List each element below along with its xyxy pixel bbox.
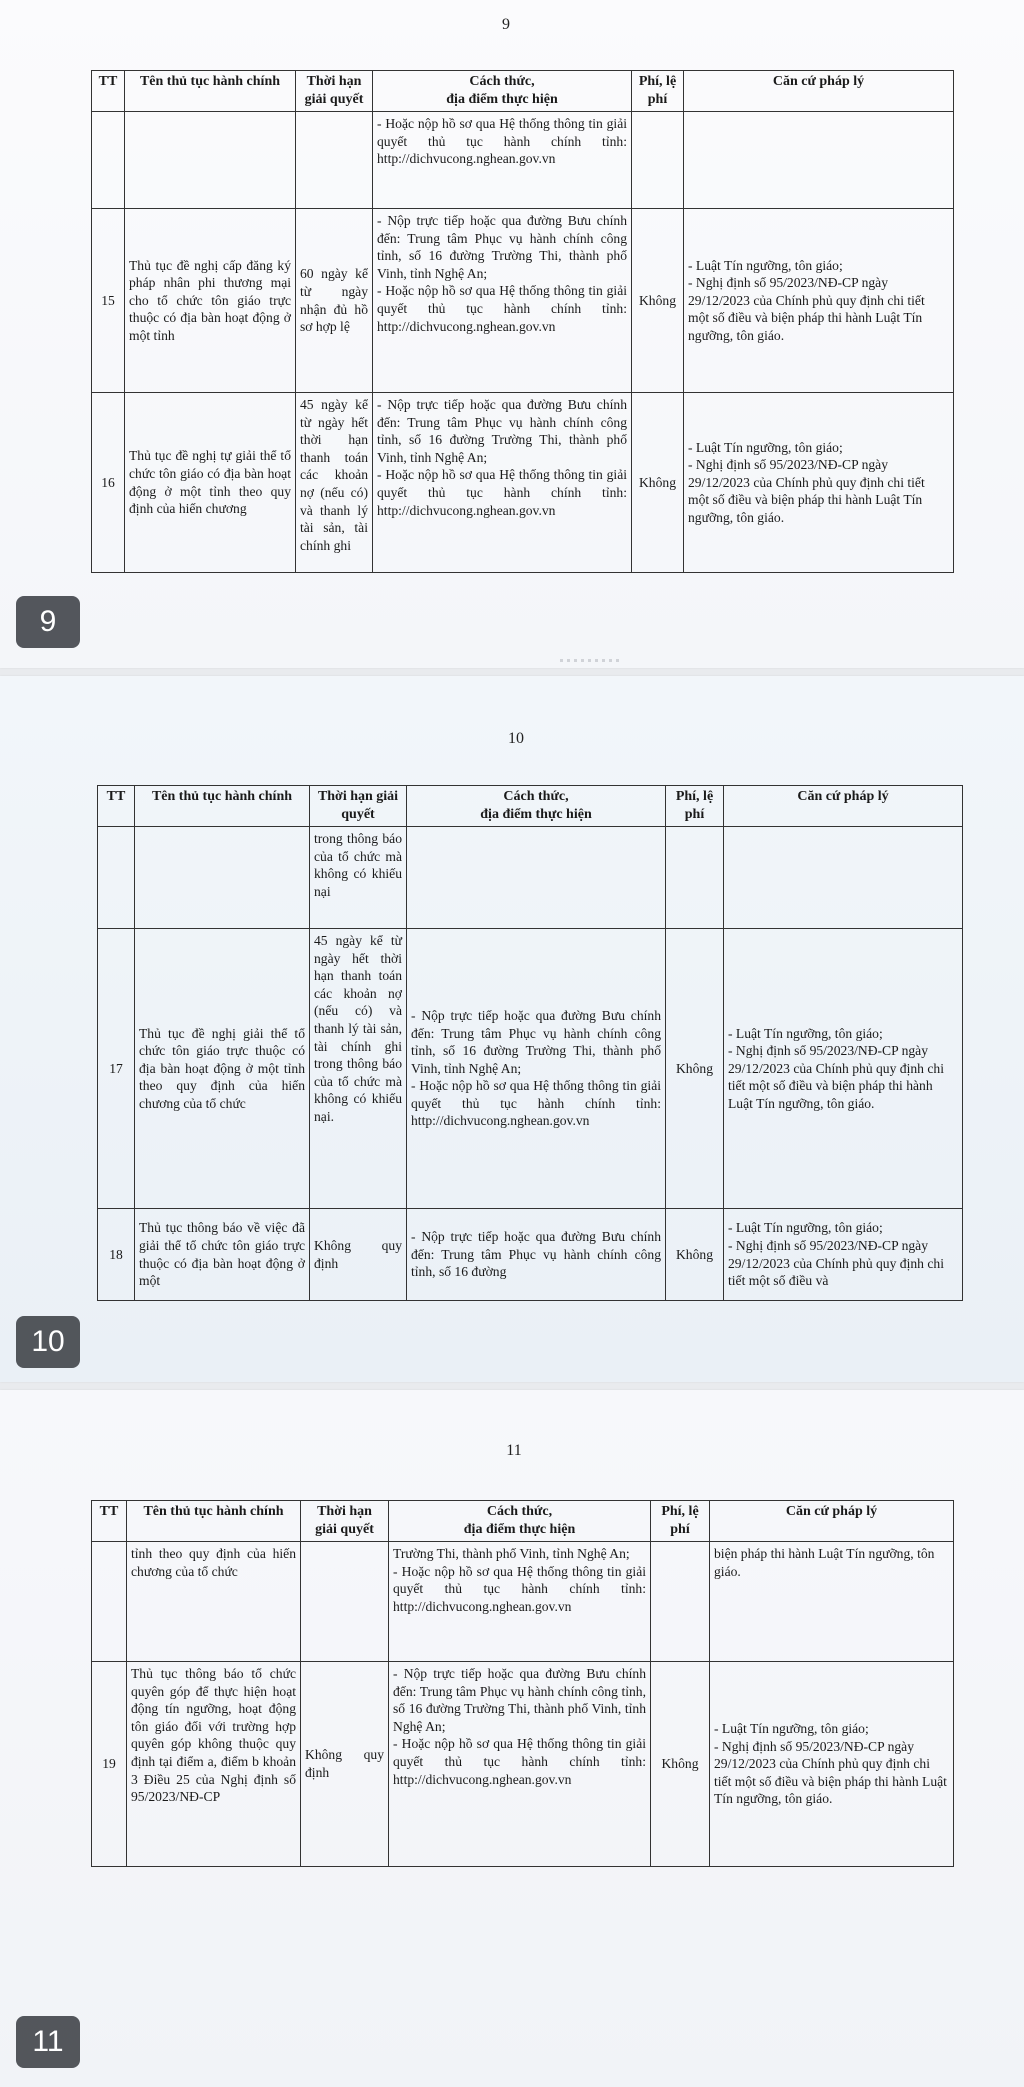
cell-fee <box>666 827 724 929</box>
header-method: Cách thức, địa điểm thực hiện <box>389 1501 651 1542</box>
page-number: 9 <box>502 16 510 33</box>
header-time: Thời hạn giải quyết <box>296 71 373 112</box>
cell-time <box>301 1542 389 1662</box>
cell-legal: - Luật Tín ngưỡng, tôn giáo; - Nghị định số 95/2023/NĐ-CP ngày 29/12/2023 của Chính phủ quy định chi tiết một số điều và <box>724 1209 963 1301</box>
cell-time: trong thông báo của tổ chức mà không có khiếu nại <box>310 827 407 929</box>
page-badge: 10 <box>16 1316 80 1368</box>
document-page-11 <box>0 1390 1024 2087</box>
procedure-table <box>97 785 963 1301</box>
cell-name: Thủ tục đề nghị tự giải thể tổ chức tôn giáo có địa bàn hoạt động ở một tỉnh theo quy định của hiến chương <box>125 393 296 573</box>
page-badge: 9 <box>16 596 80 648</box>
cell-method: - Hoặc nộp hồ sơ qua Hệ thống thông tin giải quyết thủ tục hành chính tỉnh: http://dichvucong.nghean.gov.vn <box>373 112 632 209</box>
table-row <box>92 1662 954 1867</box>
table-row <box>92 1542 954 1662</box>
header-name: Tên thủ tục hành chính <box>125 71 296 112</box>
cell-method <box>407 827 666 929</box>
header-tt: TT <box>92 71 125 112</box>
cell-fee <box>632 112 684 209</box>
cell-method: - Nộp trực tiếp hoặc qua đường Bưu chính đến: Trung tâm Phục vụ hành chính công tỉnh, số 16 đường Trường Thi, thành phố Vinh, tỉnh Nghệ An; - Hoặc nộp hồ sơ qua Hệ thống thông tin giải quyết thủ tục hành chính tỉnh: http://dichvucong.nghean.gov.vn <box>389 1662 651 1867</box>
cell-fee <box>651 1542 710 1662</box>
page-number: 10 <box>508 730 524 747</box>
header-legal: Căn cứ pháp lý <box>724 786 963 827</box>
cell-tt <box>92 1542 127 1662</box>
cell-fee: Không <box>666 1209 724 1301</box>
header-fee: Phí, lệ phí <box>651 1501 710 1542</box>
table-row <box>92 209 954 393</box>
cell-legal: - Luật Tín ngưỡng, tôn giáo; - Nghị định số 95/2023/NĐ-CP ngày 29/12/2023 của Chính phủ quy định chi tiết một số điều và biện pháp thi hành Luật Tín ngưỡng, tôn giáo. <box>684 393 954 573</box>
cell-time: Không quy định <box>301 1662 389 1867</box>
cell-name: tỉnh theo quy định của hiến chương của tổ chức <box>127 1542 301 1662</box>
cell-time: 45 ngày kể từ ngày hết thời hạn thanh toán các khoản nợ (nếu có) và thanh lý tài sản, tài chính ghi trong thông báo của tổ chức mà không có khiếu nại. <box>310 929 407 1209</box>
cell-legal: biện pháp thi hành Luật Tín ngưỡng, tôn giáo. <box>710 1542 954 1662</box>
cell-name: Thủ tục thông báo tổ chức quyên góp để thực hiện hoạt động tín ngưỡng, hoạt động tôn giáo đối với trường hợp quyên góp không thuộc quy định tại điểm a, điểm b khoản 3 Điều 25 của Nghị định số 95/2023/NĐ-CP <box>127 1662 301 1867</box>
cell-legal <box>684 112 954 209</box>
cell-tt: 15 <box>92 209 125 393</box>
cell-legal <box>724 827 963 929</box>
cell-method: - Nộp trực tiếp hoặc qua đường Bưu chính đến: Trung tâm Phục vụ hành chính công tỉnh, số 16 đường Trường Thi, thành phố Vinh, tỉnh Nghệ An; - Hoặc nộp hồ sơ qua Hệ thống thông tin giải quyết thủ tục hành chính tỉnh: http://dichvucong.nghean.gov.vn <box>373 209 632 393</box>
table-row <box>98 929 963 1209</box>
table-row <box>92 393 954 573</box>
cell-fee: Không <box>632 209 684 393</box>
cell-fee: Không <box>651 1662 710 1867</box>
cell-time <box>296 112 373 209</box>
header-time: Thời hạn giải quyết <box>301 1501 389 1542</box>
table-header-row <box>92 1501 954 1542</box>
cell-tt: 16 <box>92 393 125 573</box>
procedure-table <box>91 1500 954 1867</box>
page-number: 11 <box>506 1442 522 1459</box>
scan-artifact <box>560 659 620 662</box>
header-name: Tên thủ tục hành chính <box>135 786 310 827</box>
table-header-row <box>92 71 954 112</box>
document-page-10 <box>0 676 1024 1382</box>
table-header-row <box>98 786 963 827</box>
cell-method: Trường Thi, thành phố Vinh, tỉnh Nghệ An; - Hoặc nộp hồ sơ qua Hệ thống thông tin giải quyết thủ tục hành chính tỉnh: http://dichvucong.nghean.gov.vn <box>389 1542 651 1662</box>
header-time: Thời hạn giải quyết <box>310 786 407 827</box>
procedure-table <box>91 70 954 573</box>
cell-tt: 17 <box>98 929 135 1209</box>
cell-legal: - Luật Tín ngưỡng, tôn giáo; - Nghị định số 95/2023/NĐ-CP ngày 29/12/2023 của Chính phủ quy định chi tiết một số điều và biện pháp thi hành Luật Tín ngưỡng, tôn giáo. <box>710 1662 954 1867</box>
cell-name <box>125 112 296 209</box>
header-tt: TT <box>98 786 135 827</box>
header-fee: Phí, lệ phí <box>632 71 684 112</box>
cell-time: 45 ngày kể từ ngày hết thời hạn thanh toán các khoản nợ (nếu có) và thanh lý tài sản, tài chính ghi <box>296 393 373 573</box>
header-name: Tên thủ tục hành chính <box>127 1501 301 1542</box>
header-fee: Phí, lệ phí <box>666 786 724 827</box>
cell-method: - Nộp trực tiếp hoặc qua đường Bưu chính đến: Trung tâm Phục vụ hành chính công tỉnh, số 16 đường Trường Thi, thành phố Vinh, tỉnh Nghệ An; - Hoặc nộp hồ sơ qua Hệ thống thông tin giải quyết thủ tục hành chính tỉnh: http://dichvucong.nghean.gov.vn <box>373 393 632 573</box>
cell-method: - Nộp trực tiếp hoặc qua đường Bưu chính đến: Trung tâm Phục vụ hành chính công tỉnh, số 16 đường Trường Thi, thành phố Vinh, tỉnh Nghệ An; - Hoặc nộp hồ sơ qua Hệ thống thông tin giải quyết thủ tục hành chính tỉnh: http://dichvucong.nghean.gov.vn <box>407 929 666 1209</box>
cell-fee: Không <box>632 393 684 573</box>
cell-tt: 18 <box>98 1209 135 1301</box>
table-row <box>92 112 954 209</box>
cell-legal: - Luật Tín ngưỡng, tôn giáo; - Nghị định số 95/2023/NĐ-CP ngày 29/12/2023 của Chính phủ quy định chi tiết một số điều và biện pháp thi hành Luật Tín ngưỡng, tôn giáo. <box>684 209 954 393</box>
header-legal: Căn cứ pháp lý <box>710 1501 954 1542</box>
table-row <box>98 1209 963 1301</box>
cell-tt: 19 <box>92 1662 127 1867</box>
header-method: Cách thức, địa điểm thực hiện <box>407 786 666 827</box>
cell-tt <box>98 827 135 929</box>
header-method: Cách thức, địa điểm thực hiện <box>373 71 632 112</box>
header-legal: Căn cứ pháp lý <box>684 71 954 112</box>
cell-fee: Không <box>666 929 724 1209</box>
cell-time: 60 ngày kể từ ngày nhận đủ hồ sơ hợp lệ <box>296 209 373 393</box>
cell-name: Thủ tục đề nghị giải thể tổ chức tôn giáo trực thuộc có địa bàn hoạt động ở một tỉnh theo quy định của hiến chương của tổ chức <box>135 929 310 1209</box>
cell-method: - Nộp trực tiếp hoặc qua đường Bưu chính đến: Trung tâm Phục vụ hành chính công tỉnh, số 16 đường <box>407 1209 666 1301</box>
cell-time: Không quy định <box>310 1209 407 1301</box>
page-badge: 11 <box>16 2016 80 2068</box>
cell-tt <box>92 112 125 209</box>
document-page-9 <box>0 0 1024 668</box>
table-row <box>98 827 963 929</box>
cell-name: Thủ tục thông báo về việc đã giải thể tổ chức tôn giáo trực thuộc có địa bàn hoạt động ở một <box>135 1209 310 1301</box>
header-tt: TT <box>92 1501 127 1542</box>
cell-name <box>135 827 310 929</box>
cell-legal: - Luật Tín ngưỡng, tôn giáo; - Nghị định số 95/2023/NĐ-CP ngày 29/12/2023 của Chính phủ quy định chi tiết một số điều và biện pháp thi hành Luật Tín ngưỡng, tôn giáo. <box>724 929 963 1209</box>
cell-name: Thủ tục đề nghị cấp đăng ký pháp nhân phi thương mại cho tổ chức tôn giáo trực thuộc có địa bàn hoạt động ở một tỉnh <box>125 209 296 393</box>
